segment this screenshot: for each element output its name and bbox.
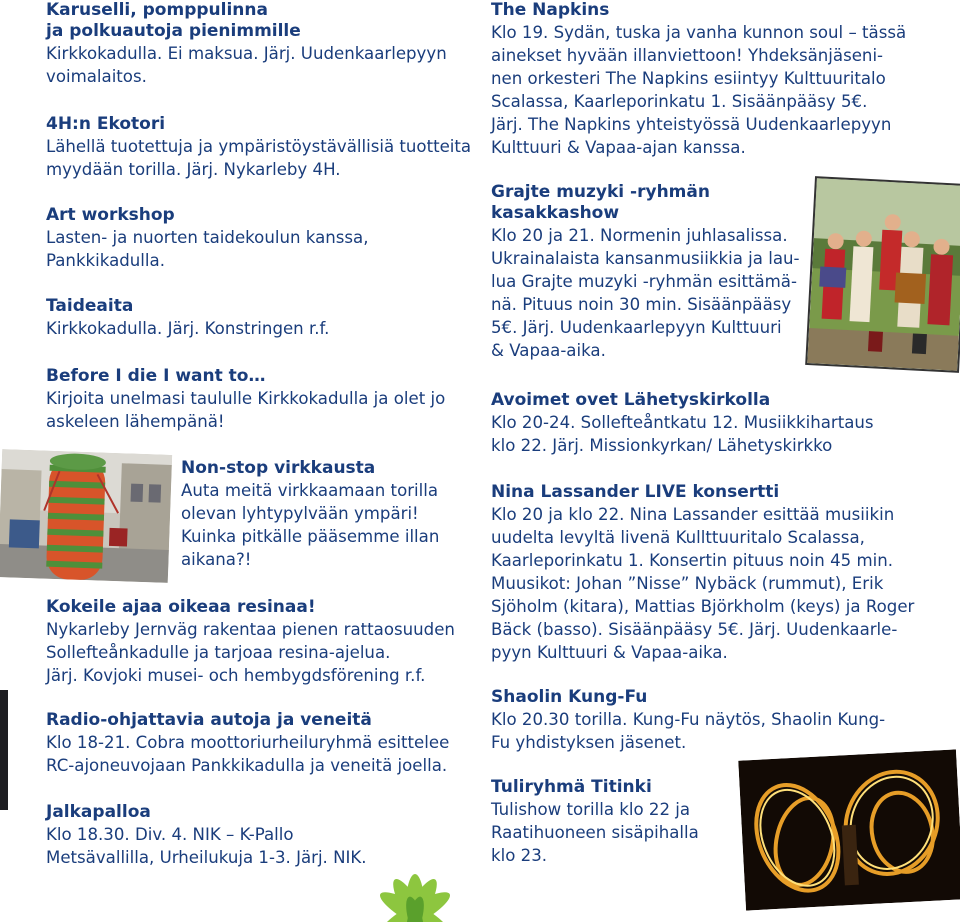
fire-show-photo (738, 749, 960, 910)
flower-decoration (355, 852, 475, 922)
event-body: Klo 20-24. Sollefteåntkatu 12. Musiikkihartaus klo 22. Järj. Missionkyrkan/ Lähetyskirkko (491, 413, 874, 455)
event-title: Karuselli, pomppulinna ja polkuautoja pienimmille (46, 0, 301, 41)
event-title: Grajte muzyki -ryhmän kasakkashow (491, 182, 710, 223)
crochet-lamppost-photo (0, 449, 172, 583)
event-napkins (491, 0, 931, 159)
event-title: Non-stop virkkausta (181, 458, 376, 478)
event-title: 4H:n Ekotori (46, 114, 166, 134)
event-body: Klo 19. Sydän, tuska ja vanha kunnon soul – tässä ainekset hyvään illanviettoon! Yhdeksänjäseni- nen orkesteri The Napkins esiintyy Kulttuuritalo Scalassa, Kaarleporinkatu 1. Sisäänpääsy 5€. Järj. The Napkins yhteistyössä Uudenkaarlepyyn Kulttuuri & Vapaa-ajan kanssa. (491, 23, 907, 157)
event-body: Klo 20 ja klo 22. Nina Lassander esittää musiikin uudelta levyltä livenä Kullttuuritalo Scalassa, Kaarleporinkatu 1. Konsertin pituus noin 45 min. Muusikot: Johan ”Nisse” Nybäck (rummut), Erik Sjöholm (kitara), Mattias Björkholm (keys) ja Roger Bäck (basso). Sisäänpääsy 5€. Järj. Uudenkaarle- pyyn Kulttuuri & Vapaa-aika. (491, 505, 915, 662)
edge-photo-fragment (0, 690, 8, 810)
event-title: Tuliryhmä Titinki (491, 777, 652, 797)
event-title: Radio-ohjattavia autoja ja veneitä (46, 710, 372, 730)
event-title: The Napkins (491, 0, 610, 20)
event-body: Klo 18.30. Div. 4. NIK – K-Pallo Metsävallilla, Urheilukuja 1-3. Järj. NIK. (46, 825, 367, 867)
event-nina-lassander (491, 482, 951, 664)
event-grajte-muzyki (491, 182, 821, 362)
event-carousel (46, 0, 466, 88)
event-title: Nina Lassander LIVE konsertti (491, 482, 780, 502)
event-body: Klo 18-21. Cobra moottoriurheiluryhmä esittelee RC-ajoneuvojaan Pankkikadulla ja veneitä joella. (46, 733, 450, 775)
event-taideaita (46, 296, 466, 340)
event-fire-show (491, 777, 741, 867)
event-shaolin (491, 687, 931, 754)
event-body: Auta meitä virkkaamaan torilla olevan lyhtypylvään ympäri! Kuinka pitkälle pääsemme illan aikana?! (181, 481, 440, 569)
event-body: Lähellä tuotettuja ja ympäristöystävällisiä tuotteita myydään torilla. Järj. Nykarleby 4H. (46, 137, 472, 179)
event-body: Kirkkokadulla. Järj. Konstringen r.f. (46, 319, 330, 338)
event-before-i-die (46, 366, 476, 433)
event-title: Kokeile ajaa oikeaa resinaa! (46, 597, 316, 617)
event-body: Klo 20 ja 21. Normenin juhlasalissa. Ukrainalaista kansanmusiikkia ja lau- lua Grajte muzyki -ryhmän esittämä- nä. Pituus noin 30 min. Sisäänpääsy 5€. Järj. Uudenkaarlepyyn Kulttuuri & Vapaa-aika. (491, 226, 800, 360)
event-resina (46, 597, 486, 687)
event-title: Art workshop (46, 205, 175, 225)
event-body: Nykarleby Jernväg rakentaa pienen rattaosuuden Sollefteånkadulle ja tarjoaa resina-ajelua. Järj. Kovjoki musei- och hembygdsförening r.f. (46, 620, 455, 685)
event-ekotori (46, 114, 486, 181)
event-title: Before I die I want to… (46, 366, 266, 386)
event-body: Tulishow torilla klo 22 ja Raatihuoneen sisäpihalla klo 23. (491, 800, 699, 865)
event-body: Kirjoita unelmasi taululle Kirkkokadulla ja olet jo askeleen lähempänä! (46, 389, 446, 431)
event-body: Klo 20.30 torilla. Kung-Fu näytös, Shaolin Kung- Fu yhdistyksen jäsenet. (491, 710, 886, 752)
event-open-doors (491, 390, 931, 457)
event-crochet (181, 458, 471, 571)
event-title: Jalkapalloa (46, 802, 151, 822)
event-title: Taideaita (46, 296, 134, 316)
event-body: Lasten- ja nuorten taidekoulun kanssa, Pankkikadulla. (46, 228, 369, 270)
event-rc-cars (46, 710, 486, 777)
event-title: Avoimet ovet Lähetyskirkolla (491, 390, 771, 410)
folk-band-photo (805, 176, 960, 373)
event-body: Kirkkokadulla. Ei maksua. Järj. Uudenkaarlepyyn voimalaitos. (46, 44, 447, 86)
event-title: Shaolin Kung-Fu (491, 687, 648, 707)
event-art-workshop (46, 205, 466, 272)
